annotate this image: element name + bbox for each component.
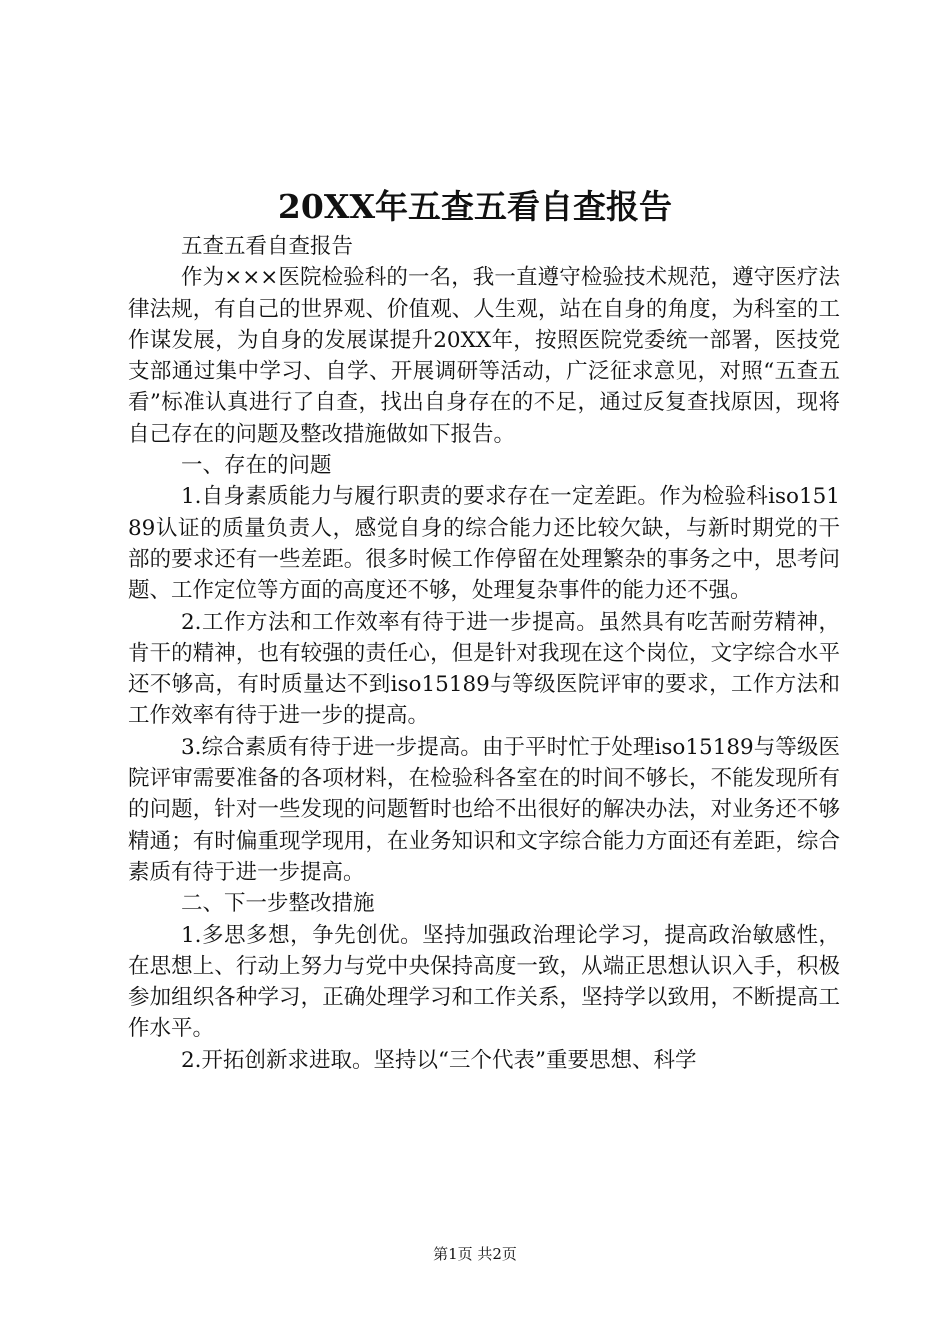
document-title: 20XX年五查五看自查报告 xyxy=(277,187,673,226)
problem-item-1: 1.自身素质能力与履行职责的要求存在一定差距。作为检验科iso15189认证的质量负责人，感觉自身的综合能力还比较欠缺，与新时期党的干部的要求还有一些差距。很多时候工作停留在处理繁杂的事务之中，思考问题、工作定位等方面的高度还不够，处理复杂事件的能力还不强。 xyxy=(128,484,840,604)
page-footer: 第1页 共2页 xyxy=(433,1245,517,1263)
measure-item-1: 1.多思多想，争先创优。坚持加强政治理论学习，提高政治敏感性，在思想上、行动上努力与党中央保持高度一致，从端正思想认识入手，积极参加组织各种学习，正确处理学习和工作关系，坚持学以致用，不断提高工作水平。 xyxy=(128,922,840,1042)
section-heading-problems: 一、存在的问题 xyxy=(181,453,332,479)
problem-item-3: 3.综合素质有待于进一步提高。由于平时忙于处理iso15189与等级医院评审需要准备的各项材料，在检验科各室在的时间不够长，不能发现所有的问题，针对一些发现的问题暂时也给不出很好的解决办法，对业务还不够精通；有时偏重现学现用，在业务知识和文字综合能力方面还有差距，综合素质有待于进一步提高。 xyxy=(128,734,840,885)
document-body xyxy=(128,231,840,1076)
problem-item-2: 2.工作方法和工作效率有待于进一步提高。虽然具有吃苦耐劳精神，肯干的精神，也有较强的责任心，但是针对我现在这个岗位，文字综合水平还不够高，有时质量达不到iso15189与等级医院评审的要求，工作方法和工作效率有待于进一步的提高。 xyxy=(128,609,840,729)
section-heading-measures: 二、下一步整改措施 xyxy=(181,891,375,917)
intro-paragraph: 作为×××医院检验科的一名，我一直遵守检验技术规范，遵守医疗法律法规，有自己的世界观、价值观、人生观，站在自身的角度，为科室的工作谋发展，为自身的发展谋提升20XX年，按照医院党委统一部署，医技党支部通过集中学习、自学、开展调研等活动，广泛征求意见，对照“五查五看”标准认真进行了自查，找出自身存在的不足，通过反复查找原因，现将自己存在的问题及整改措施做如下报告。 xyxy=(128,265,840,447)
subtitle-paragraph: 五查五看自查报告 xyxy=(181,234,354,259)
measure-item-2: 2.开拓创新求进取。坚持以“三个代表”重要思想、科学 xyxy=(181,1047,697,1073)
